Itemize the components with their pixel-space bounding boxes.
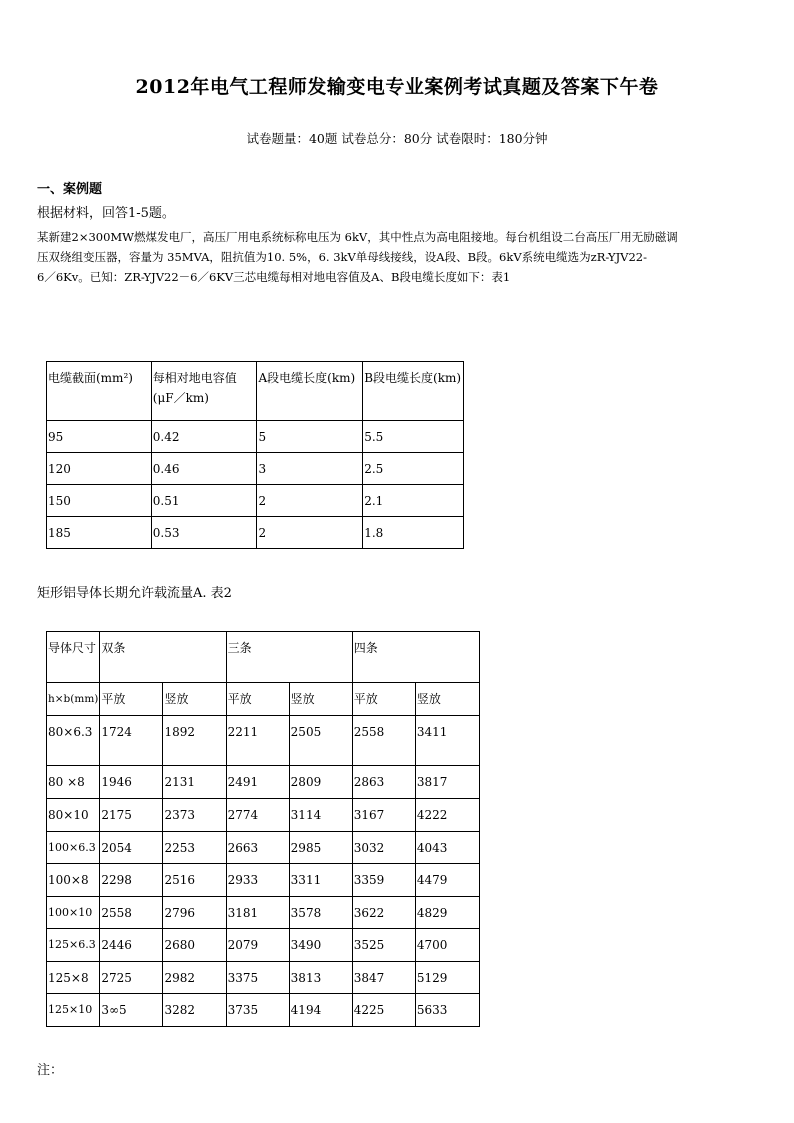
table-cell: 1724 [100,716,163,766]
table-cell: 0.53 [151,517,257,549]
table-cell: 2446 [100,929,163,962]
table-cell: 2558 [100,897,163,929]
table-header-cell: 平放 [100,683,163,716]
table-header-cell: 平放 [226,683,289,716]
table-header-cell: 双条 [100,632,226,683]
table-cell: 2774 [226,799,289,832]
table-cell: 0.42 [151,421,257,453]
table-cell: 3525 [352,929,415,962]
table-cell: 2373 [163,799,226,832]
table-cell: 3817 [415,766,479,799]
table-cell: 2298 [100,864,163,897]
note-label: 注： [37,1063,64,1078]
table-cell: 3∞5 [100,994,163,1027]
table-cell: 3282 [163,994,226,1027]
table-row [47,994,480,1027]
table-cell: 3181 [226,897,289,929]
problem-paragraph [37,227,757,287]
table-cell: 1.8 [363,517,464,549]
table-header-cell: 电缆截面(mm²) [47,362,152,421]
table-cell: 2505 [289,716,352,766]
table-cell: 80×10 [47,799,100,832]
table-cell: 125×8 [47,962,100,994]
table-cell: 2079 [226,929,289,962]
table-cell: 2054 [100,832,163,864]
table-header-cell: 竖放 [163,683,226,716]
table-cell: 3359 [352,864,415,897]
table-cell: 3114 [289,799,352,832]
table-cell: 2.1 [363,485,464,517]
table-row [47,766,480,799]
table-row [47,716,480,766]
table-header-cell: 四条 [352,632,479,683]
table-header-cell: 平放 [352,683,415,716]
table-cell: 5633 [415,994,479,1027]
table-cell: 2933 [226,864,289,897]
table-cell: 100×10 [47,897,100,929]
table-cell: 2516 [163,864,226,897]
table-cell: 2982 [163,962,226,994]
table-row [47,517,464,549]
table-cell: 2211 [226,716,289,766]
table-cell: 100×8 [47,864,100,897]
table-cell: 2809 [289,766,352,799]
exam-meta: 试卷题量：40题 试卷总分：80分 试卷限时：180分钟 [246,131,548,146]
table-cell: 3375 [226,962,289,994]
table-cell: 3411 [415,716,479,766]
table-cell: 2796 [163,897,226,929]
table-cell: 2175 [100,799,163,832]
table-cell: 120 [47,453,152,485]
table-cell: 3 [257,453,363,485]
table-cell: 2 [257,485,363,517]
table-cell: 3622 [352,897,415,929]
table-row [47,897,480,929]
table-row [47,453,464,485]
table-cell: 100×6.3 [47,832,100,864]
table-cell: 4043 [415,832,479,864]
table-cell: 3167 [352,799,415,832]
table-cell: 3578 [289,897,352,929]
table-cell: 2863 [352,766,415,799]
table-cell: 2663 [226,832,289,864]
intro-text: 根据材料，回答1-5题。 [37,206,175,221]
table-cell: 95 [47,421,152,453]
table-header-cell: 竖放 [415,683,479,716]
table-cell: 2558 [352,716,415,766]
table-cell: 80×6.3 [47,716,100,766]
aluminum-conductor-ampacity-table [46,631,480,1027]
table-cell: 3847 [352,962,415,994]
table-cell: 0.51 [151,485,257,517]
table-row [47,485,464,517]
table-cell: 2680 [163,929,226,962]
table-header-row [47,362,464,421]
table-header-cell: A段电缆长度(km) [257,362,363,421]
table-cell: 1892 [163,716,226,766]
table-cell: 2131 [163,766,226,799]
table-cell: 0.46 [151,453,257,485]
section-heading: 一、案例题 [37,182,103,197]
table-cell: 5129 [415,962,479,994]
table-row [47,799,480,832]
table-row [47,864,480,897]
page-title: 2012年电气工程师发输变电专业案例考试真题及答案下午卷 [135,76,659,98]
table-cell: 4225 [352,994,415,1027]
table-cell: 2491 [226,766,289,799]
table-cell: 2725 [100,962,163,994]
table-row [47,929,480,962]
table-cell: 125×10 [47,994,100,1027]
table-subheader-row [47,683,480,716]
table-cell: 4479 [415,864,479,897]
table-cell: 3735 [226,994,289,1027]
table-cell: 1946 [100,766,163,799]
table-cell: 5.5 [363,421,464,453]
table-cell: 2253 [163,832,226,864]
cable-capacitance-table [46,361,464,549]
paragraph-line: 压双绕组变压器，容量为 35MVA，阻抗值为10. 5%，6. 3kV单母线接线，设A段、B段。6kV系统电缆选为zR-YJV22- [37,250,648,264]
table-cell: 2.5 [363,453,464,485]
table-header-cell: 竖放 [289,683,352,716]
table-cell: 3311 [289,864,352,897]
paragraph-line: 6／6Kv。已知：ZR-YJV22－6／6KV三芯电缆每相对地电容值及A、B段电缆长度如下：表1 [37,270,511,284]
table-cell: 2 [257,517,363,549]
table-header-cell: 导体尺寸 [47,632,100,683]
table-header-row [47,632,480,683]
table-cell: 4700 [415,929,479,962]
table-row [47,962,480,994]
table-cell: 80 ×8 [47,766,100,799]
paragraph-line: 某新建2×300MW燃煤发电厂，高压厂用电系统标称电压为 6kV，其中性点为高电阻接地。每台机组设二台高压厂用无励磁调 [37,230,678,244]
table-cell: 4194 [289,994,352,1027]
table-header-cell: h×b(mm) [47,683,100,716]
table-header-cell: 三条 [226,632,352,683]
table-cell: 185 [47,517,152,549]
table-cell: 3490 [289,929,352,962]
table-row [47,832,480,864]
table-header-cell: 每相对地电容值(μF／km) [151,362,257,421]
table-cell: 5 [257,421,363,453]
table-header-cell: B段电缆长度(km) [363,362,464,421]
table-cell: 4222 [415,799,479,832]
table-cell: 3813 [289,962,352,994]
table-cell: 4829 [415,897,479,929]
table-cell: 125×6.3 [47,929,100,962]
table-cell: 3032 [352,832,415,864]
table-cell: 2985 [289,832,352,864]
table-row [47,421,464,453]
table-cell: 150 [47,485,152,517]
table2-caption: 矩形铝导体长期允许载流量A. 表2 [37,586,232,601]
